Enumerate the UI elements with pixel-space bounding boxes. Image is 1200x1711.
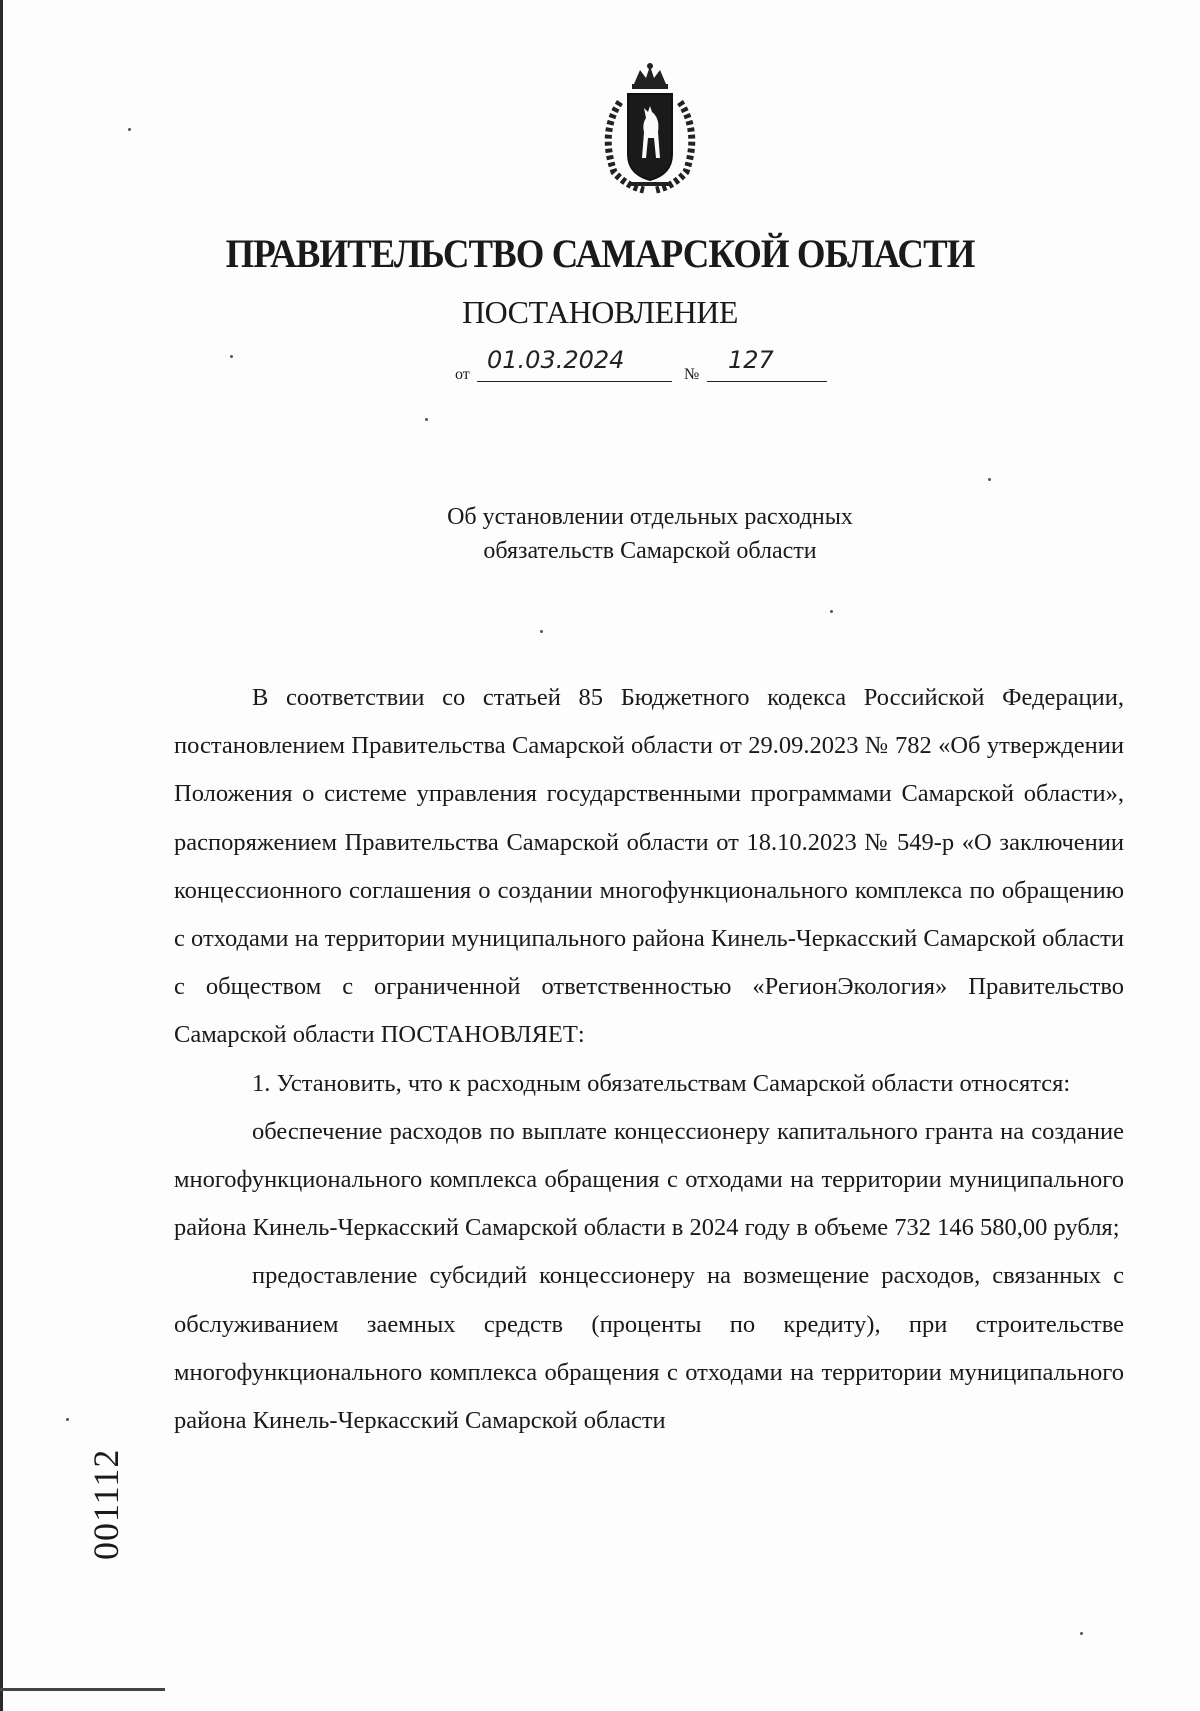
- item-paragraph: 1. Установить, что к расходным обязательствам Самарской области относятся:: [252, 1069, 1071, 1097]
- date-underline: [477, 381, 672, 382]
- scan-speck: [1080, 1632, 1083, 1635]
- subject-line: обязательств Самарской области: [483, 538, 817, 564]
- scan-speck: [425, 418, 428, 421]
- scan-speck: [128, 128, 131, 131]
- handwritten-number: 127: [728, 346, 774, 374]
- sheet-number: 001112: [86, 1448, 126, 1560]
- scan-edge: [0, 0, 3, 1711]
- samara-coat-of-arms-icon: [590, 62, 710, 194]
- scan-speck: [830, 610, 833, 613]
- handwritten-date: 01.03.2024: [487, 346, 625, 374]
- date-prefix: от: [455, 366, 470, 383]
- subject-line: Об установлении отдельных расходных: [447, 504, 853, 530]
- number-underline: [707, 381, 827, 382]
- document-subject: [0, 500, 1200, 568]
- preamble-paragraph: В соответствии со статьей 85 Бюджетного кодекса Российской Федерации, постановлением Правительства Самарской области от 29.09.2023 № 782 «Об утверждении Положения о системе управления государственными программами Самарской области», распоряжением Правительства Самарской области от 18.10.2023 № 549-р «О заключении концессионного соглашения о создании многофункционального комплекса по обращению с отходами на территории муниципального района Кинель-Черкасский Самарской области с обществом с ограниченной ответственностью «РегионЭкология» Правительство Самарской области ПОСТАНОВЛЯЕТ:: [174, 684, 1124, 1049]
- scan-speck: [230, 355, 233, 358]
- obligation-paragraph: обеспечение расходов по выплате концессионеру капитального гранта на создание многофункционального комплекса обращения с отходами на территории муниципального района Кинель-Черкасский Самарской области в 2024 году в объеме 732 146 580,00 рубля;: [174, 1117, 1124, 1242]
- registration-line: [455, 346, 855, 392]
- organization-title: ПРАВИТЕЛЬСТВО САМАРСКОЙ ОБЛАСТИ: [225, 231, 975, 276]
- scan-speck: [988, 478, 991, 481]
- scan-edge: [0, 1688, 165, 1691]
- obligation-paragraph: предоставление субсидий концессионеру на возмещение расходов, связанных с обслуживанием заемных средств (проценты по кредиту), при строительстве многофункционального комплекса обращения с отходами на территории муниципального района Кинель-Черкасский Самарской области: [174, 1262, 1124, 1435]
- scan-speck: [540, 630, 543, 633]
- scan-speck: [66, 1418, 69, 1421]
- document-body: [174, 674, 1124, 1445]
- number-prefix: №: [684, 366, 700, 383]
- document-type: ПОСТАНОВЛЕНИЕ: [462, 294, 738, 330]
